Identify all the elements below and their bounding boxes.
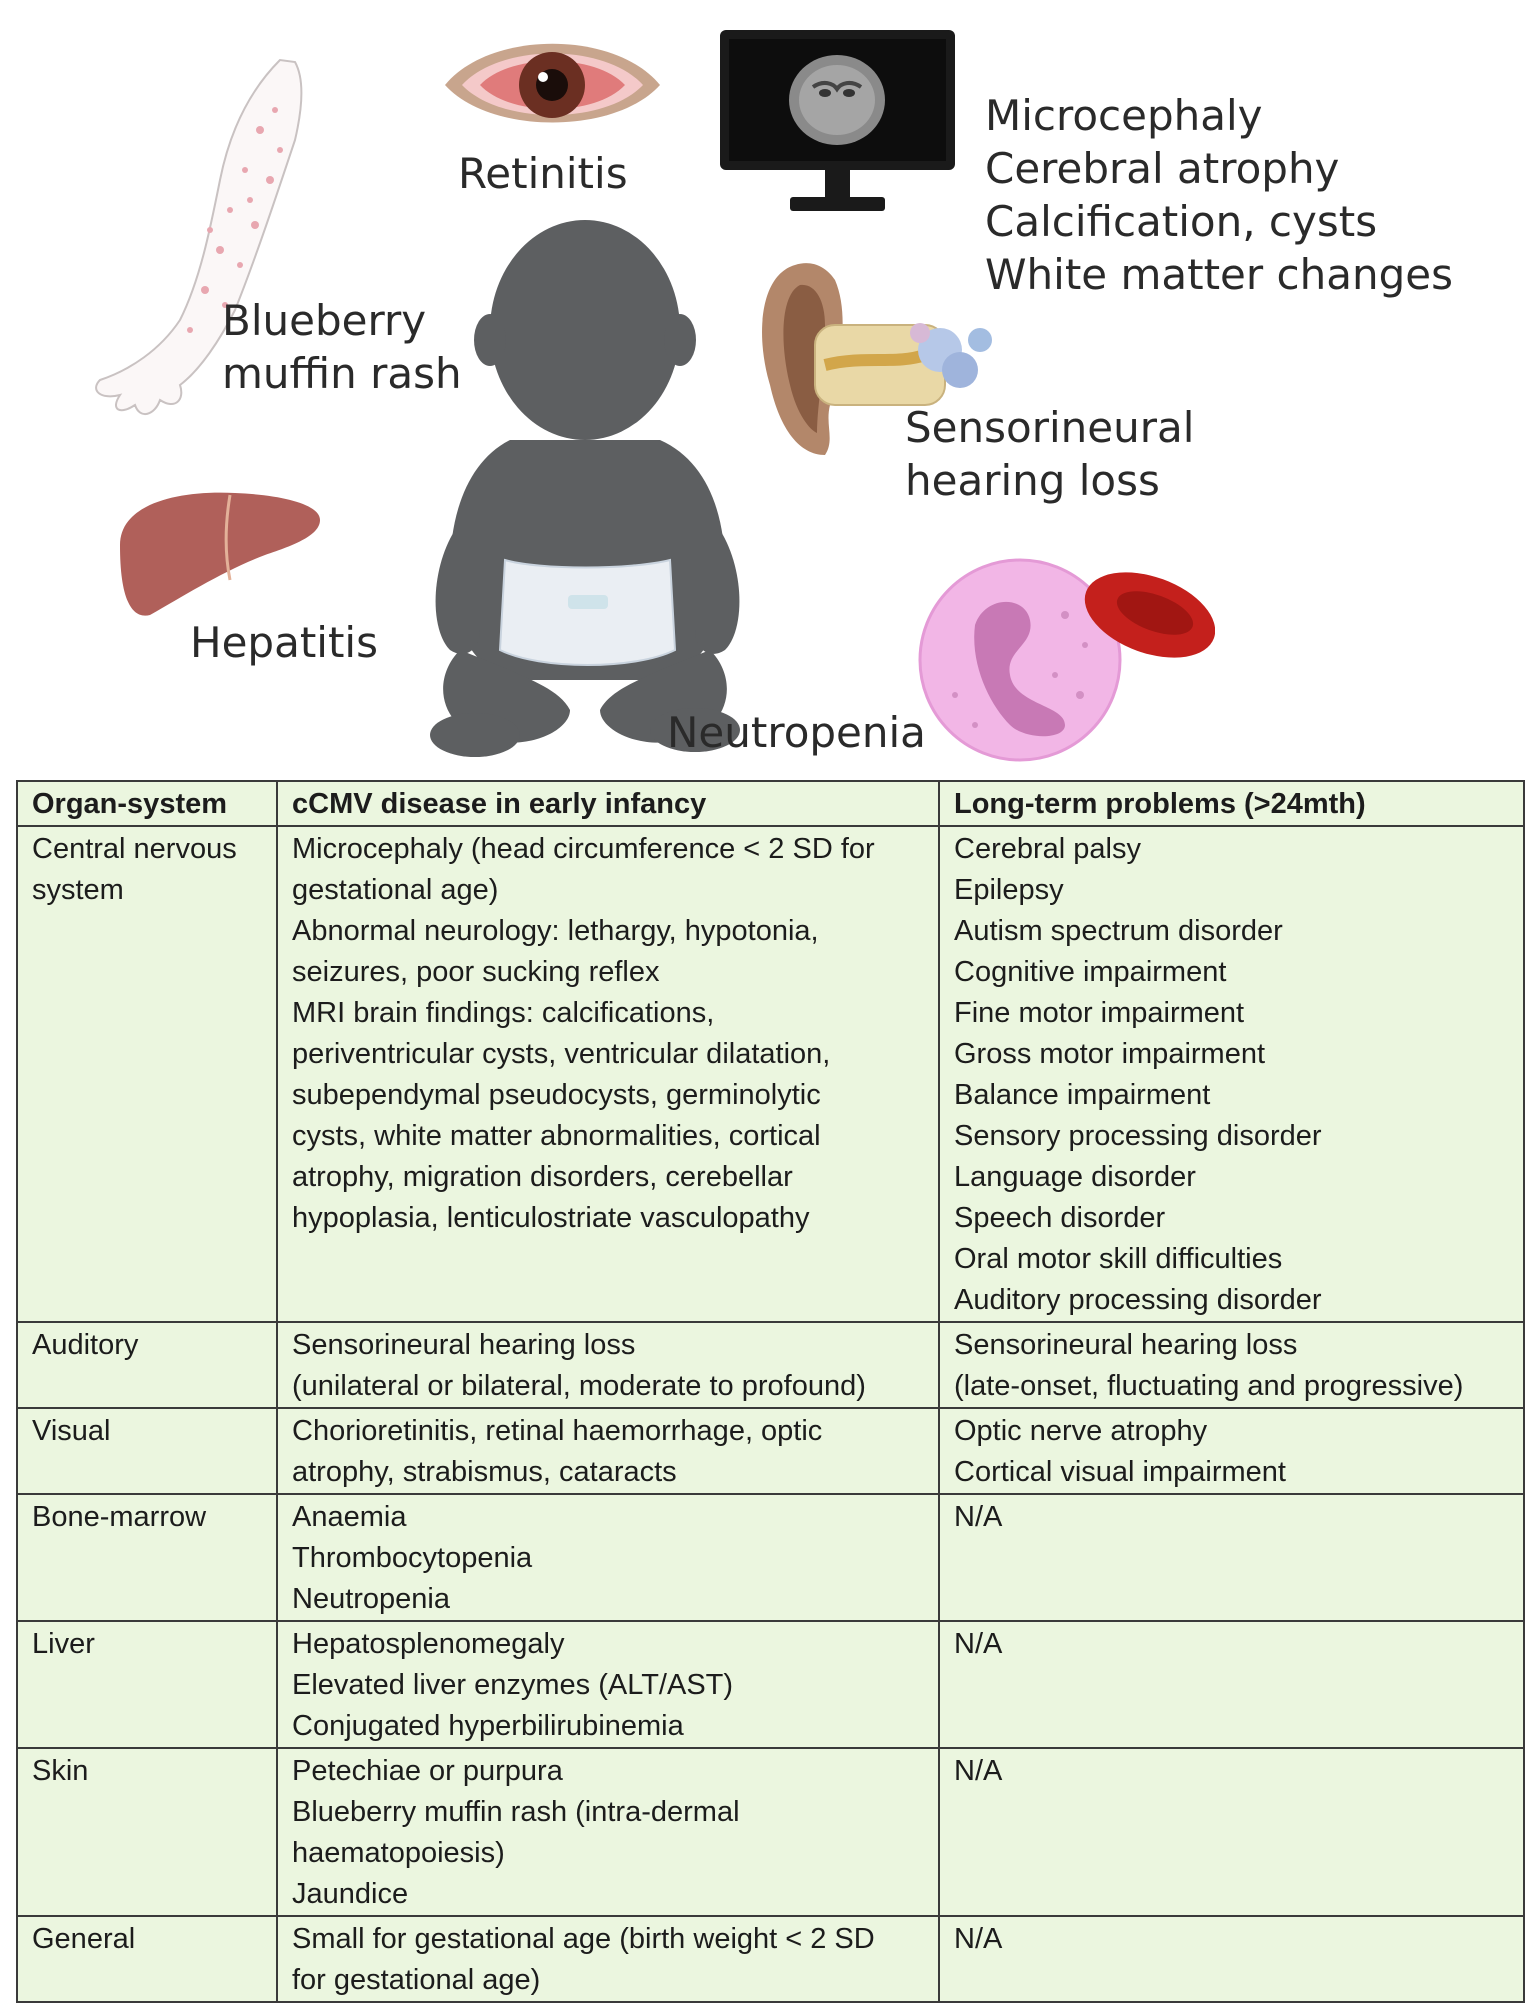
cell-line: Autism spectrum disorder — [954, 915, 1283, 947]
cell-line: Fine motor impairment — [954, 997, 1245, 1029]
cell-line: Sensorineural hearing loss — [954, 1329, 1298, 1361]
cell-line: Optic nerve atrophy — [954, 1415, 1208, 1447]
liver-icon — [115, 485, 325, 625]
cell-longterm — [939, 1621, 1524, 1748]
cell-line: Thrombocytopenia — [292, 1542, 533, 1574]
cell-line: Bone-marrow — [32, 1501, 207, 1533]
cell-line: Conjugated hyperbilirubinemia — [292, 1710, 684, 1742]
cell-organ — [17, 1621, 277, 1748]
cell-line: Oral motor skill difficulties — [954, 1243, 1283, 1275]
cell-infancy — [277, 1494, 939, 1621]
baby-silhouette-icon — [420, 210, 750, 765]
table-header-row — [17, 781, 1524, 826]
cell-line: Hepatosplenomegaly — [292, 1628, 565, 1660]
ccmv-table — [16, 780, 1525, 2003]
cell-infancy — [277, 826, 939, 1322]
cell-organ — [17, 1408, 277, 1494]
brain-findings-label — [985, 89, 1453, 301]
cell-line: system — [32, 874, 124, 906]
brain-finding-1: Microcephaly — [985, 91, 1263, 140]
brain-finding-3: Calcification, cysts — [985, 197, 1378, 246]
cell-line: Chorioretinitis, retinal haemorrhage, optic — [292, 1415, 823, 1447]
cell-line: Jaundice — [292, 1878, 409, 1910]
illustration — [0, 0, 1535, 760]
hepatitis-label: Hepatitis — [190, 618, 378, 667]
cell-line: Petechiae or purpura — [292, 1755, 563, 1787]
table-row-skin — [17, 1748, 1524, 1916]
cell-line: Sensorineural hearing loss — [292, 1329, 636, 1361]
cell-line: Central nervous — [32, 833, 237, 865]
cell-longterm — [939, 1322, 1524, 1408]
cell-line: Auditory — [32, 1329, 139, 1361]
cell-line: MRI brain findings: calcifications, — [292, 997, 715, 1029]
blueberry-rash-line-1: Blueberry — [222, 296, 427, 345]
cell-line: Cortical visual impairment — [954, 1456, 1286, 1488]
table-row-visual — [17, 1408, 1524, 1494]
retinitis-label: Retinitis — [458, 149, 628, 198]
cell-line: periventricular cysts, ventricular dilatation, — [292, 1038, 831, 1070]
cell-organ — [17, 1916, 277, 2002]
cell-line: Balance impairment — [954, 1079, 1211, 1111]
cell-line: General — [32, 1923, 136, 1955]
cell-line: Skin — [32, 1755, 89, 1787]
monitor-brain-icon — [715, 25, 960, 225]
cell-longterm — [939, 1408, 1524, 1494]
cell-line: atrophy, migration disorders, cerebellar — [292, 1161, 793, 1193]
cell-infancy — [277, 1621, 939, 1748]
cell-line: Anaemia — [292, 1501, 407, 1533]
cell-line: hypoplasia, lenticulostriate vasculopathy — [292, 1202, 810, 1234]
cell-line: Speech disorder — [954, 1202, 1166, 1234]
eye-icon — [440, 25, 665, 140]
neutropenia-label: Neutropenia — [667, 708, 926, 757]
cell-line: Visual — [32, 1415, 111, 1447]
cell-line: N/A — [954, 1501, 1003, 1533]
cell-line: atrophy, strabismus, cataracts — [292, 1456, 677, 1488]
brain-finding-2: Cerebral atrophy — [985, 144, 1340, 193]
cell-line: subependymal pseudocysts, germinolytic — [292, 1079, 821, 1111]
cell-longterm — [939, 826, 1524, 1322]
table-row-auditory — [17, 1322, 1524, 1408]
cell-line: gestational age) — [292, 874, 499, 906]
blueberry-rash-line-2: muffin rash — [222, 349, 462, 398]
hearing-loss-line-1: Sensorineural — [905, 403, 1195, 452]
header-early-infancy: cCMV disease in early infancy — [277, 781, 939, 826]
cell-line: Neutropenia — [292, 1583, 450, 1615]
cell-organ — [17, 826, 277, 1322]
header-organ-system: Organ-system — [17, 781, 277, 826]
cell-line: Small for gestational age (birth weight < 2 SD — [292, 1923, 875, 1955]
cell-organ — [17, 1748, 277, 1916]
cell-line: Cognitive impairment — [954, 956, 1227, 988]
cell-line: Liver — [32, 1628, 95, 1660]
cell-line: Elevated liver enzymes (ALT/AST) — [292, 1669, 734, 1701]
cell-line: Gross motor impairment — [954, 1038, 1266, 1070]
cell-infancy — [277, 1408, 939, 1494]
cell-organ — [17, 1322, 277, 1408]
cell-line: Cerebral palsy — [954, 833, 1141, 865]
cell-line: cysts, white matter abnormalities, cortical — [292, 1120, 821, 1152]
cell-line: Epilepsy — [954, 874, 1064, 906]
table-row-cns — [17, 826, 1524, 1322]
cell-line: Blueberry muffin rash (intra-dermal — [292, 1796, 740, 1828]
cell-line: (late-onset, fluctuating and progressive) — [954, 1370, 1464, 1402]
cell-organ — [17, 1494, 277, 1621]
cell-longterm — [939, 1748, 1524, 1916]
cell-line: seizures, poor sucking reflex — [292, 956, 660, 988]
table-row-general — [17, 1916, 1524, 2002]
cell-line: N/A — [954, 1923, 1003, 1955]
cell-line: haematopoiesis) — [292, 1837, 505, 1869]
cell-line: N/A — [954, 1755, 1003, 1787]
cell-infancy — [277, 1916, 939, 2002]
table-row-liver — [17, 1621, 1524, 1748]
cell-line: Abnormal neurology: lethargy, hypotonia, — [292, 915, 819, 947]
neutrophil-icon — [915, 555, 1215, 765]
cell-longterm — [939, 1494, 1524, 1621]
cell-infancy — [277, 1748, 939, 1916]
cell-line: N/A — [954, 1628, 1003, 1660]
cell-longterm — [939, 1916, 1524, 2002]
cell-line: Language disorder — [954, 1161, 1196, 1193]
cell-infancy — [277, 1322, 939, 1408]
cell-line: Microcephaly (head circumference < 2 SD for — [292, 833, 875, 865]
cell-line: Sensory processing disorder — [954, 1120, 1322, 1152]
cell-line: (unilateral or bilateral, moderate to profound) — [292, 1370, 866, 1402]
cell-line: Auditory processing disorder — [954, 1284, 1322, 1316]
brain-finding-4: White matter changes — [985, 250, 1453, 299]
header-long-term: Long-term problems (>24mth) — [939, 781, 1524, 826]
hearing-loss-label — [905, 401, 1194, 507]
hearing-loss-line-2: hearing loss — [905, 456, 1160, 505]
cell-line: for gestational age) — [292, 1964, 541, 1996]
table-row-bone-marrow — [17, 1494, 1524, 1621]
